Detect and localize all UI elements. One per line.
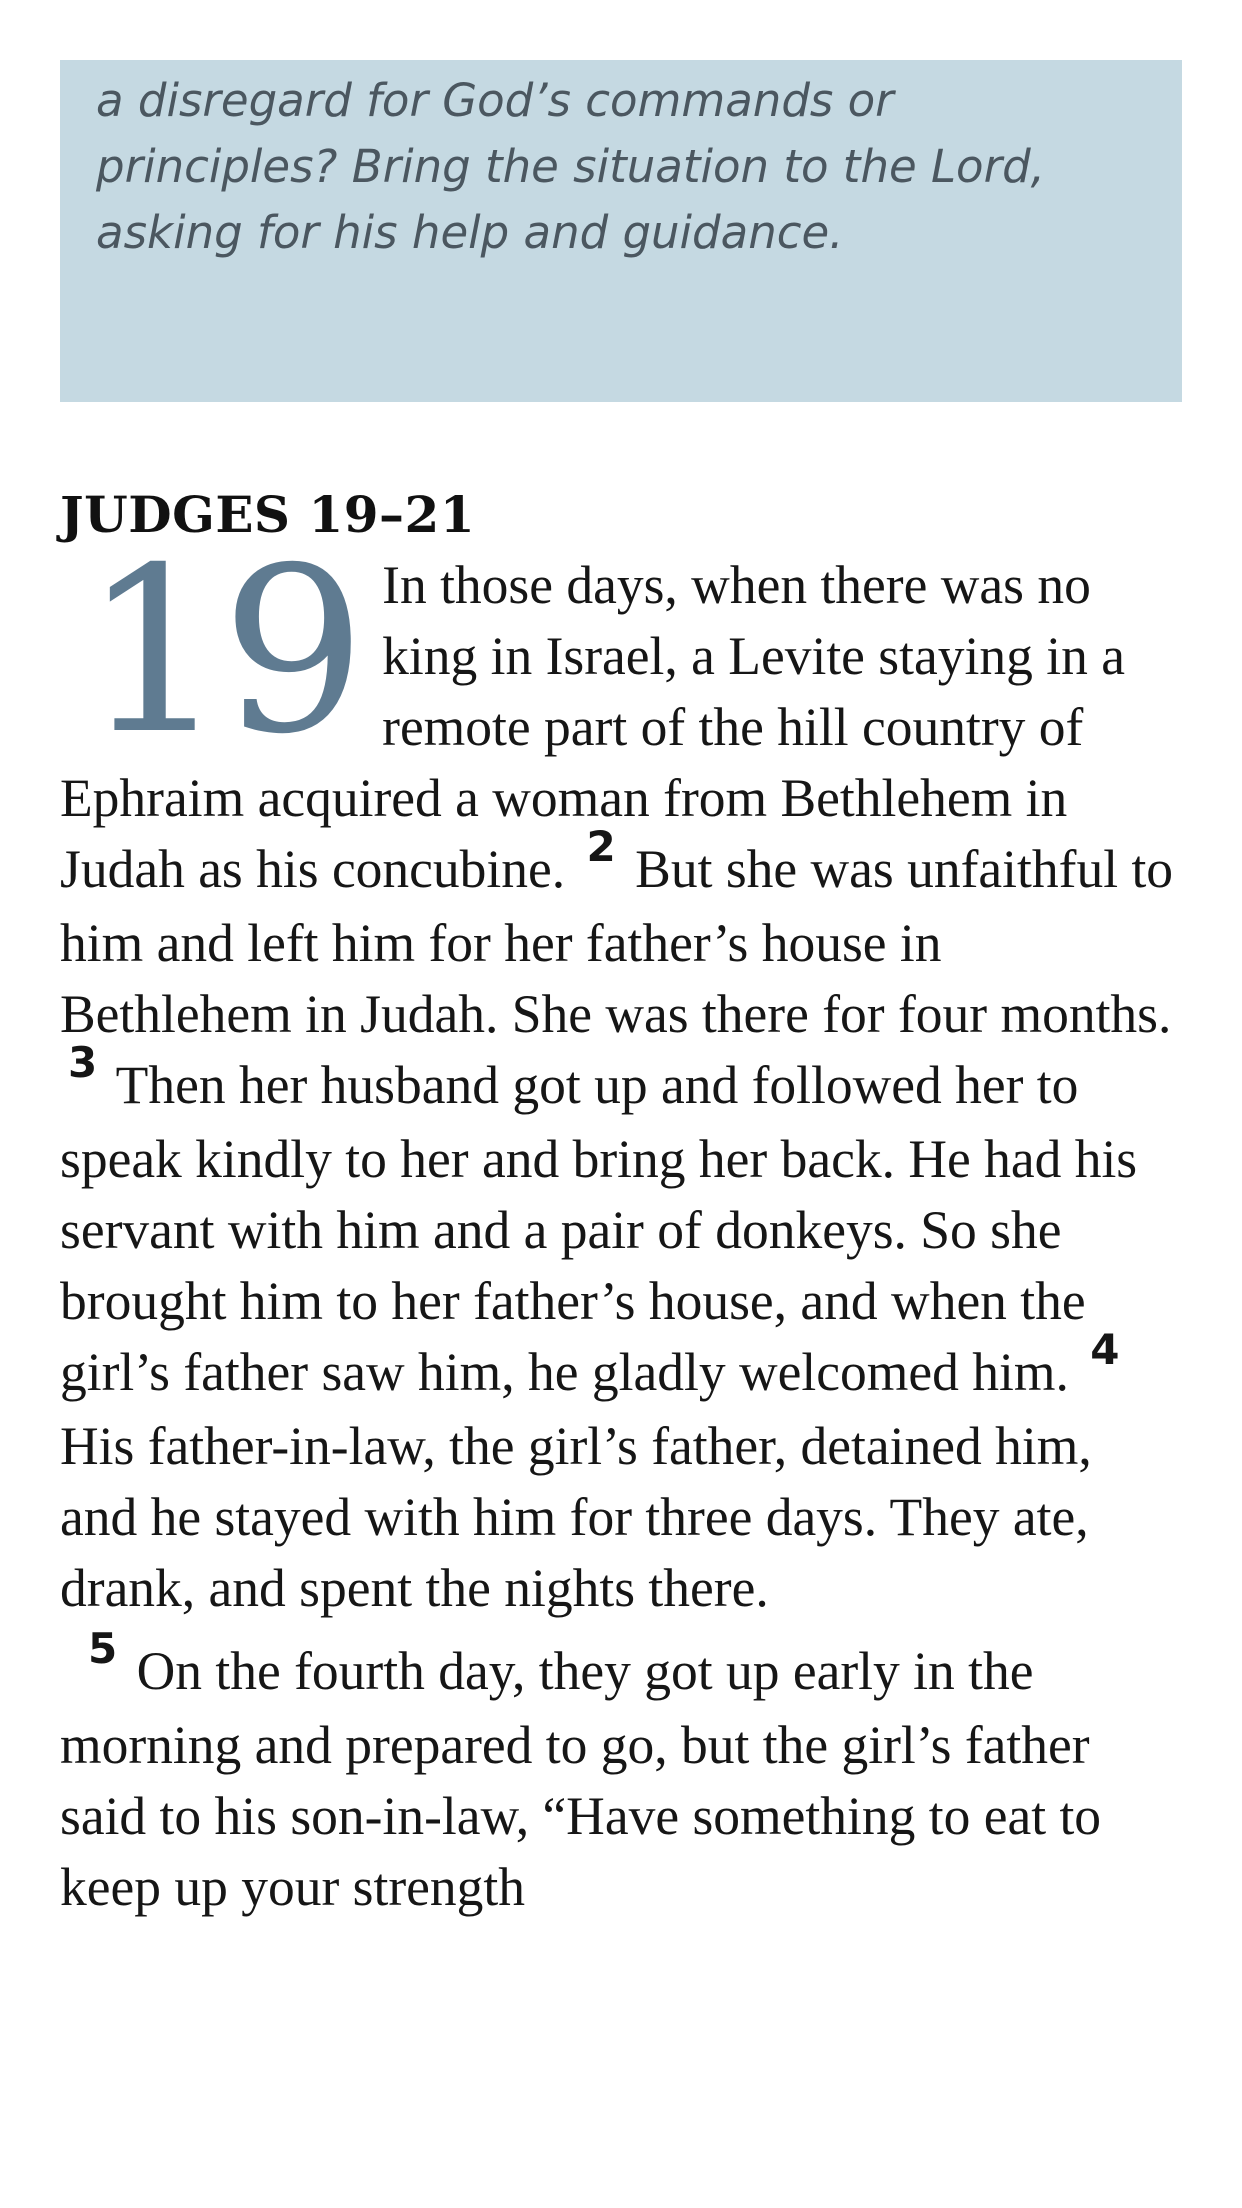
reader-page [60, 60, 1182, 1923]
verse-number-4: 4 [1090, 1325, 1120, 1374]
verse-number-3: 3 [68, 1038, 98, 1087]
verse-4-text: His father-in-law, the girl’s father, detained him, and he stayed with him for three days. They ate, drank, and spent the nights there. [60, 1416, 1092, 1618]
verse-5-text: On the fourth day, they got up early in the morning and prepared to go, but the girl’s father said to his son-in-law, “Have something to eat to keep up your strength [60, 1641, 1102, 1917]
paragraph-1 [60, 518, 1182, 1624]
callout-text: a disregard for God’s commands or principles? Bring the situation to the Lord, asking for his help and guidance. [96, 74, 1045, 259]
chapter-heading: JUDGES 19–21 [60, 485, 476, 544]
verse-number-2: 2 [586, 822, 616, 871]
verse-3-text: Then her husband got up and followed her to speak kindly to her and bring her back. He had his servant with him and a pair of donkeys. So she brought him to her father’s house, and when the girl’s father saw him, he gladly welcomed him. [60, 1055, 1138, 1402]
verse-number-5: 5 [88, 1624, 118, 1673]
application-callout-box [60, 60, 1182, 402]
chapter-drop-number: 19 [82, 518, 361, 784]
verse-1-text: In those days, when there was no king in Israel, a Levite staying in a remote part of the hill country of Ephraim acquired a woman from Bethlehem in Judah as his concubine. [60, 555, 1125, 899]
paragraph-2 [60, 1624, 1182, 1923]
chapter-section [60, 484, 1182, 1923]
verse-2-text: But she was unfaithful to him and left him for her father’s house in Bethlehem in Judah. She was there for four months. [60, 839, 1174, 1044]
